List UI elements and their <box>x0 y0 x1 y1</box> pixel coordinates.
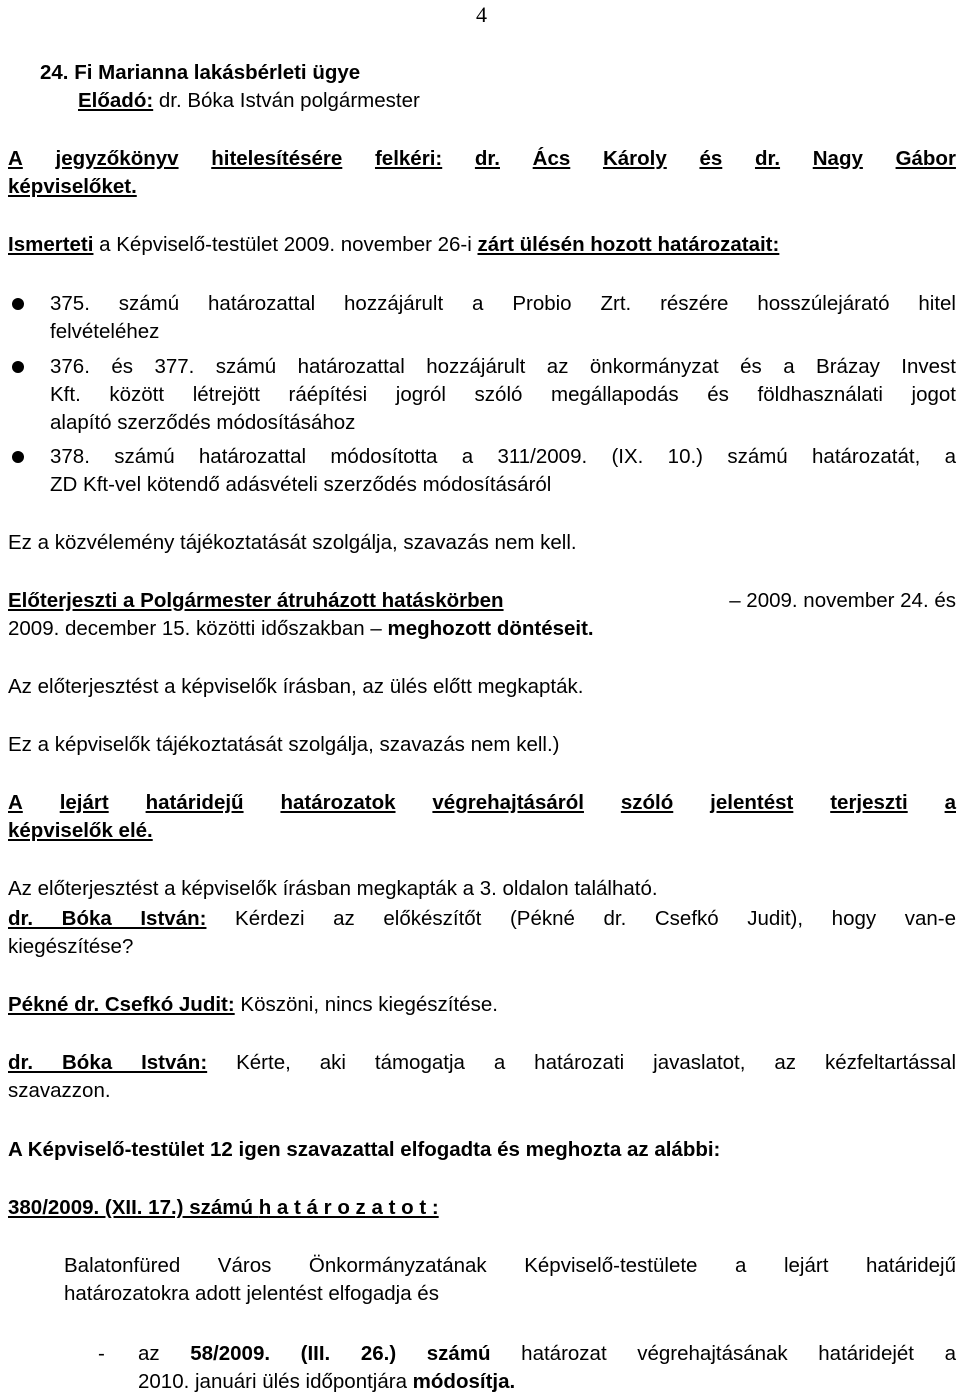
certifiers-line1 <box>8 146 956 172</box>
presenter-line <box>78 88 420 114</box>
dialogue-1-line-2: kiegészítése? <box>8 935 134 958</box>
presenter-name: dr. Bóka István polgármester <box>153 89 420 112</box>
intro-mid: a Képviselő-testület 2009. november 26-i <box>93 233 478 256</box>
report-heading-word: végrehajtásáról <box>432 791 584 814</box>
dialogue-text: Köszöni, nincs kiegészítése. <box>234 993 498 1016</box>
report-heading-word: terjeszti <box>830 791 908 814</box>
mayor-decisions-line2 <box>8 616 594 642</box>
report-heading-word: szóló <box>620 791 674 814</box>
public-info-note: Ez a közvélemény tájékoztatását szolgálja, szavazás nem kell. <box>8 531 577 554</box>
dash-item-line2-pre: 2010. januári ülés időpontjára <box>138 1370 413 1393</box>
report-heading-line2: képviselők elé. <box>8 819 153 842</box>
bullet-1-line-2: felvételéhez <box>50 320 160 343</box>
certifiers-word: hitelesítésére <box>211 147 343 170</box>
item-heading <box>40 60 360 86</box>
dash-marker: - <box>98 1342 105 1365</box>
report-heading-line1 <box>8 790 956 816</box>
dialogue-text: Kérte, aki támogatja a határozati javaslatot, az kézfeltartással <box>207 1051 956 1074</box>
report-heading-word: jelentést <box>710 791 794 814</box>
mayor-received-note: Az előterjesztést a képviselők írásban, az ülés előtt megkapták. <box>8 675 584 698</box>
certifiers-word: Nagy <box>812 147 863 170</box>
dialogue-1-line-1 <box>8 906 956 932</box>
mayor-decisions-line1 <box>8 588 956 614</box>
vote-result: A Képviselő-testület 12 igen szavazattal elfogadta és meghozta az alábbi: <box>8 1138 721 1161</box>
certifiers-word: Gábor <box>895 147 956 170</box>
report-heading-word: határidejű <box>145 791 244 814</box>
mayor-info-note: Ez a képviselők tájékoztatását szolgálja, szavazás nem kell.) <box>8 733 560 756</box>
dialogue-3-line-2: szavazzon. <box>8 1079 111 1102</box>
report-heading-word: határozatok <box>280 791 396 814</box>
dialogue-3-line-1 <box>8 1050 956 1076</box>
certifiers-line2: képviselőket. <box>8 175 137 198</box>
bullet-3-line-1: 378. számú határozattal módosította a 311/2009. (IX. 10.) számú határozatát, a <box>50 445 956 468</box>
item-number: 24. <box>40 61 69 84</box>
page-number: 4 <box>476 2 487 27</box>
report-heading-word: lejárt <box>59 791 109 814</box>
resolution-body-line-2: határozatokra adott jelentést elfogadja és <box>64 1282 439 1305</box>
dialogue-text: Kérdezi az előkészítőt (Pékné dr. Csefkó Judit), hogy van-e <box>206 907 956 930</box>
certifiers-word: dr. <box>474 147 500 170</box>
bullet-icon <box>12 361 24 373</box>
bullet-icon <box>12 298 24 310</box>
mayor-decisions-heading: Előterjeszti a Polgármester átruházott hatáskörben <box>8 589 504 612</box>
dash-item-line2-bold: módosítja. <box>412 1370 516 1393</box>
certifiers-word: Károly <box>602 147 667 170</box>
dash-item-pre: az <box>138 1342 191 1365</box>
dash-item-ref: 58/2009. (III. 26.) számú <box>190 1342 491 1365</box>
bullet-3-line-2: ZD Kft-vel kötendő adásvételi szerződés módosításáról <box>50 473 552 496</box>
resolution-number: 380/2009. (XII. 17.) <box>8 1196 184 1219</box>
speaker-name: Pékné dr. Csefkó Judit: <box>8 993 235 1016</box>
report-heading-word: A <box>8 791 23 814</box>
dash-item-line-2 <box>138 1369 515 1395</box>
bullet-2-line-3: alapító szerződés módosításához <box>50 411 356 434</box>
mayor-decisions-period: – 2009. november 24. és <box>729 589 956 612</box>
intro-bold: zárt ülésén hozott határozatait: <box>477 233 780 256</box>
bullet-icon <box>12 451 24 463</box>
speaker-name: dr. Bóka István: <box>8 907 207 930</box>
certifiers-word: dr. <box>754 147 781 170</box>
resolution-body-line-1: Balatonfüred Város Önkormányzatának Képviselő-testülete a lejárt határidejű <box>64 1254 956 1277</box>
report-heading-word: a <box>944 791 956 814</box>
bullet-2-line-2: Kft. között létrejött ráépítési jogról szóló megállapodás és földhasználati jogot <box>50 383 956 406</box>
certifiers-word: A <box>8 147 23 170</box>
bullet-1-line-1: 375. számú határozattal hozzájárult a Probio Zrt. részére hosszúlejárató hitel <box>50 292 956 315</box>
intro-label: Ismerteti <box>8 233 94 256</box>
speaker-name: dr. Bóka István: <box>8 1051 208 1074</box>
certifiers-word: Ács <box>532 147 571 170</box>
report-received-note: Az előterjesztést a képviselők írásban megkapták a 3. oldalon található. <box>8 877 658 900</box>
resolution-label-spaced: h a t á r o z a t o t : <box>258 1196 439 1219</box>
resolution-label-mid: számú <box>183 1196 259 1219</box>
closed-session-intro <box>8 232 779 258</box>
mayor-decisions-line2-start: 2009. december 15. közötti időszakban – <box>8 617 388 640</box>
dash-item-line-1 <box>138 1341 956 1367</box>
bullet-2-line-1: 376. és 377. számú határozattal hozzájárult az önkormányzat és a Brázay Invest <box>50 355 956 378</box>
certifiers-word: és <box>699 147 723 170</box>
presenter-label: Előadó: <box>78 89 154 112</box>
certifiers-word: felkéri: <box>374 147 443 170</box>
item-title: Fi Marianna lakásbérleti ügye <box>74 61 361 84</box>
resolution-label <box>8 1195 439 1221</box>
dash-item-mid: határozat végrehajtásának határidejét a <box>490 1342 956 1365</box>
certifiers-word: jegyzőkönyv <box>55 147 179 170</box>
dialogue-2 <box>8 992 498 1018</box>
mayor-decisions-line2-bold: meghozott döntéseit. <box>387 617 594 640</box>
